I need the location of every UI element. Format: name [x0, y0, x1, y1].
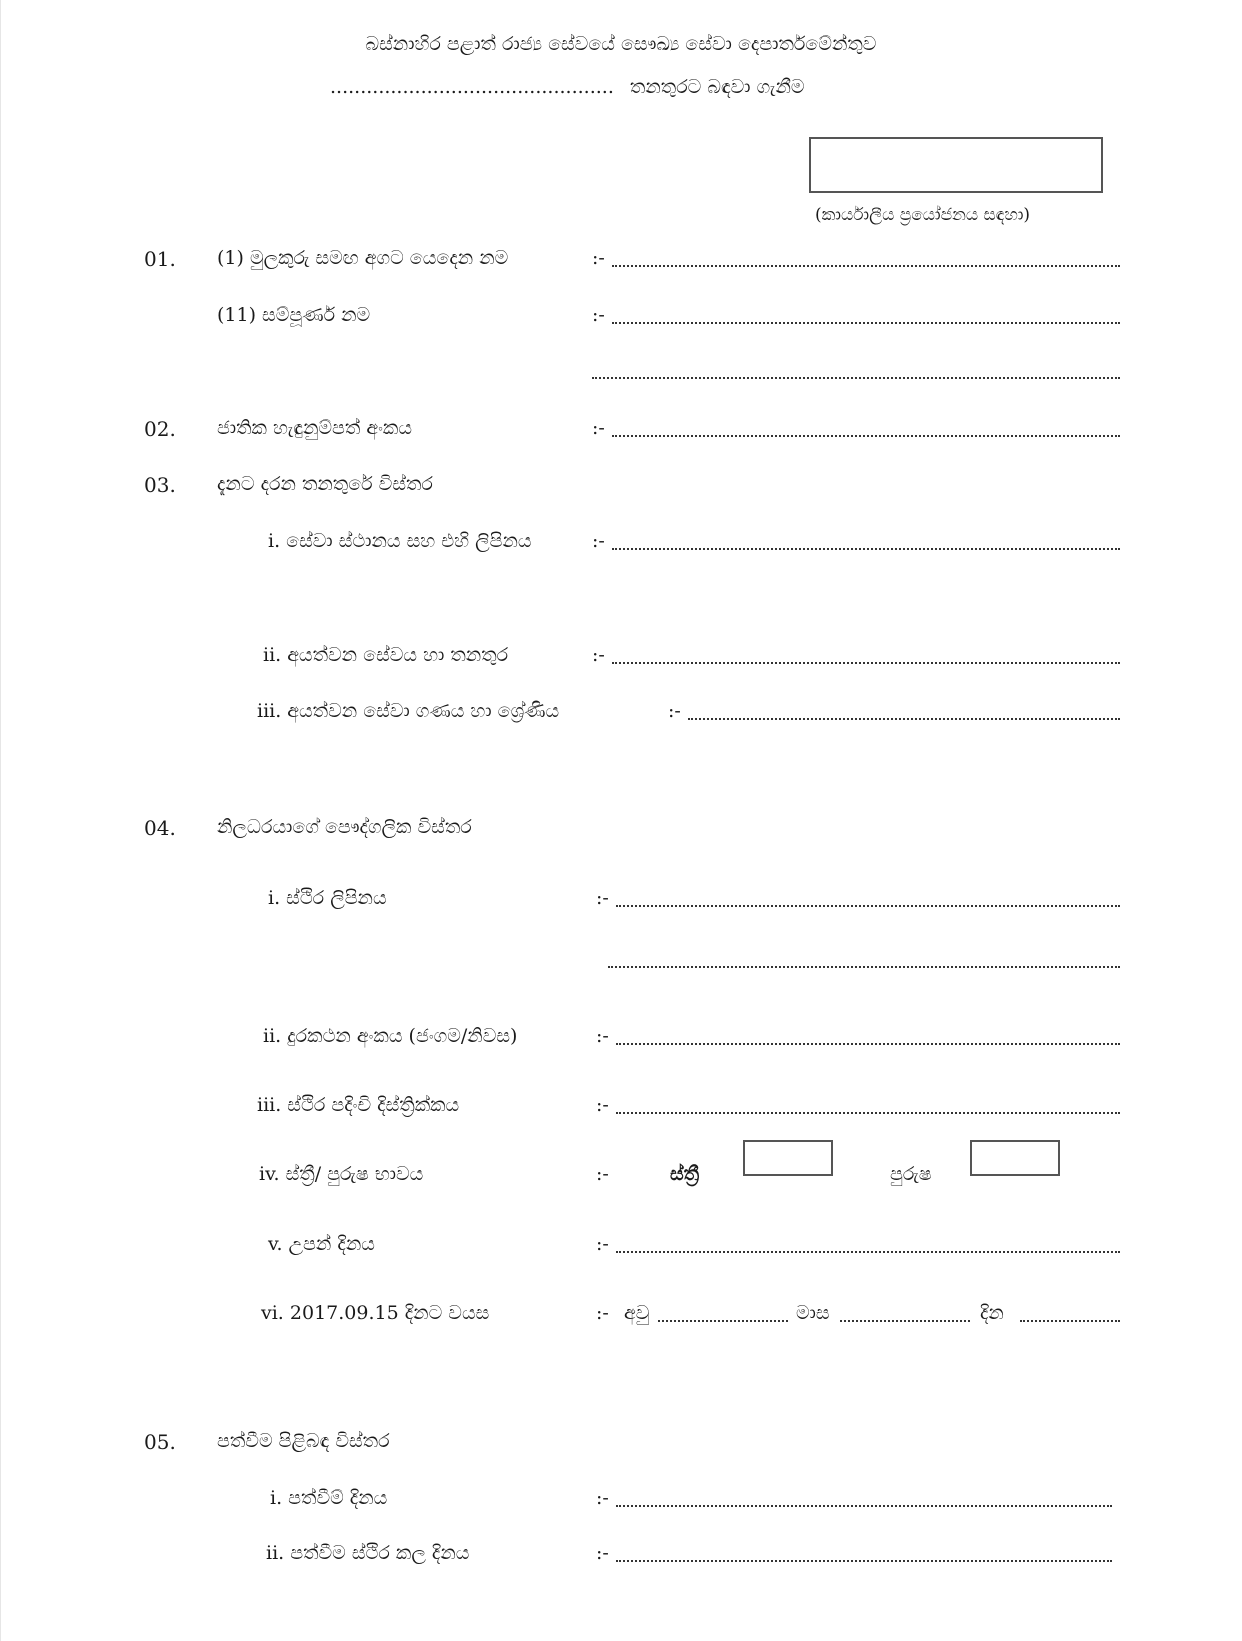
service-and-post-label: ii. අයත්වන සේවය හා තනතුර [263, 644, 509, 666]
post-title: තනතුරට බඳවා ගැනීම [629, 76, 805, 98]
age-as-at-label: vi. 2017.09.15 දිනට වයස [261, 1302, 490, 1324]
separator: :- [596, 1487, 609, 1509]
separator: :- [596, 887, 609, 909]
separator: :- [596, 1542, 609, 1564]
phone-number-label: ii. දුරකථන අංකය (ජංගම/නිවස) [263, 1025, 518, 1047]
full-name-label: (11) සම්පූර්ණ නම [217, 304, 371, 326]
section-05-number: 05. [144, 1430, 176, 1454]
separator: :- [668, 700, 681, 722]
name-with-initials-label: (1) මුලකුරු සමඟ අගට යෙදෙන නම [217, 247, 509, 269]
scan-edge [0, 0, 1, 1641]
age-years-label: අවු [624, 1302, 650, 1324]
gender-label: iv. ස්ත්‍රී/ පුරුෂ භාවය [259, 1163, 424, 1185]
section-01-number: 01. [144, 247, 176, 271]
nic-number-field[interactable] [612, 435, 1120, 437]
service-class-grade-label: iii. අයත්වන සේවා ගණය හා ශ්‍රේණිය [257, 700, 560, 722]
current-post-details-label: දැනට දරන තනතුරේ විස්තර [217, 473, 433, 495]
permanent-address-field[interactable] [616, 905, 1120, 907]
nic-number-label: ජාතික හැඳුනුම්පත් අංකය [217, 417, 412, 439]
separator: :- [596, 1233, 609, 1255]
appointment-details-label: පත්වීම පිළිබඳ විස්තර [217, 1430, 390, 1452]
age-years-field[interactable] [658, 1320, 788, 1322]
separator: :- [592, 644, 605, 666]
service-class-grade-field[interactable] [688, 718, 1120, 720]
confirmation-date-field[interactable] [616, 1560, 1112, 1562]
permanent-address-label: i. ස්ථිර ලිපිනය [268, 887, 387, 909]
office-use-label: (කාර්යාලීය ප්‍රයෝජනය සඳහා) [815, 205, 1031, 225]
separator: :- [592, 417, 605, 439]
section-02-number: 02. [144, 417, 176, 441]
confirmation-date-label: ii. පත්වීම ස්ථිර කල දිනය [266, 1542, 470, 1564]
separator: :- [592, 304, 605, 326]
phone-number-field[interactable] [616, 1043, 1120, 1045]
full-name-field-line-2[interactable] [592, 377, 1120, 379]
appointment-date-label: i. පත්වීම් දිනය [270, 1487, 388, 1509]
separator: :- [596, 1163, 609, 1185]
date-of-birth-field[interactable] [616, 1251, 1120, 1253]
post-title-line [330, 76, 805, 98]
name-with-initials-field[interactable] [612, 265, 1120, 267]
age-days-field[interactable] [1020, 1320, 1120, 1322]
date-of-birth-label: v. උපන් දිනය [268, 1233, 375, 1255]
age-months-label: මාස [796, 1302, 830, 1324]
permanent-address-field-line-2[interactable] [608, 966, 1120, 968]
permanent-district-label: iii. ස්ථිර පදිංචි දිස්ත්‍රික්කය [257, 1094, 460, 1116]
age-days-label: දින [980, 1302, 1004, 1324]
male-label: පුරුෂ [890, 1163, 932, 1185]
appointment-date-field[interactable] [616, 1505, 1112, 1507]
separator: :- [596, 1302, 609, 1324]
full-name-field[interactable] [612, 322, 1120, 324]
age-months-field[interactable] [840, 1320, 970, 1322]
workplace-address-label: i. සේවා ස්ථානය සහ එහි ලිපිනය [268, 530, 532, 552]
male-checkbox[interactable] [970, 1140, 1060, 1176]
service-and-post-field[interactable] [612, 662, 1120, 664]
department-title: බස්නාහිර පළාත් රාජ්‍ය සේවයේ සෞඛ්‍ය සේවා දෙපාර්තමේන්තුව [365, 33, 877, 55]
personal-details-label: නිලධරයාගේ පෞද්ගලික විස්තර [217, 816, 472, 838]
separator: :- [592, 247, 605, 269]
separator: :- [596, 1094, 609, 1116]
post-name-blank[interactable]: ............................................... [330, 76, 614, 98]
separator: :- [592, 530, 605, 552]
office-use-box[interactable] [809, 137, 1103, 193]
female-checkbox[interactable] [743, 1140, 833, 1176]
permanent-district-field[interactable] [616, 1112, 1120, 1114]
section-04-number: 04. [144, 816, 176, 840]
female-label: ස්ත්‍රී [670, 1163, 700, 1185]
section-03-number: 03. [144, 473, 176, 497]
workplace-address-field[interactable] [612, 548, 1120, 550]
separator: :- [596, 1025, 609, 1047]
